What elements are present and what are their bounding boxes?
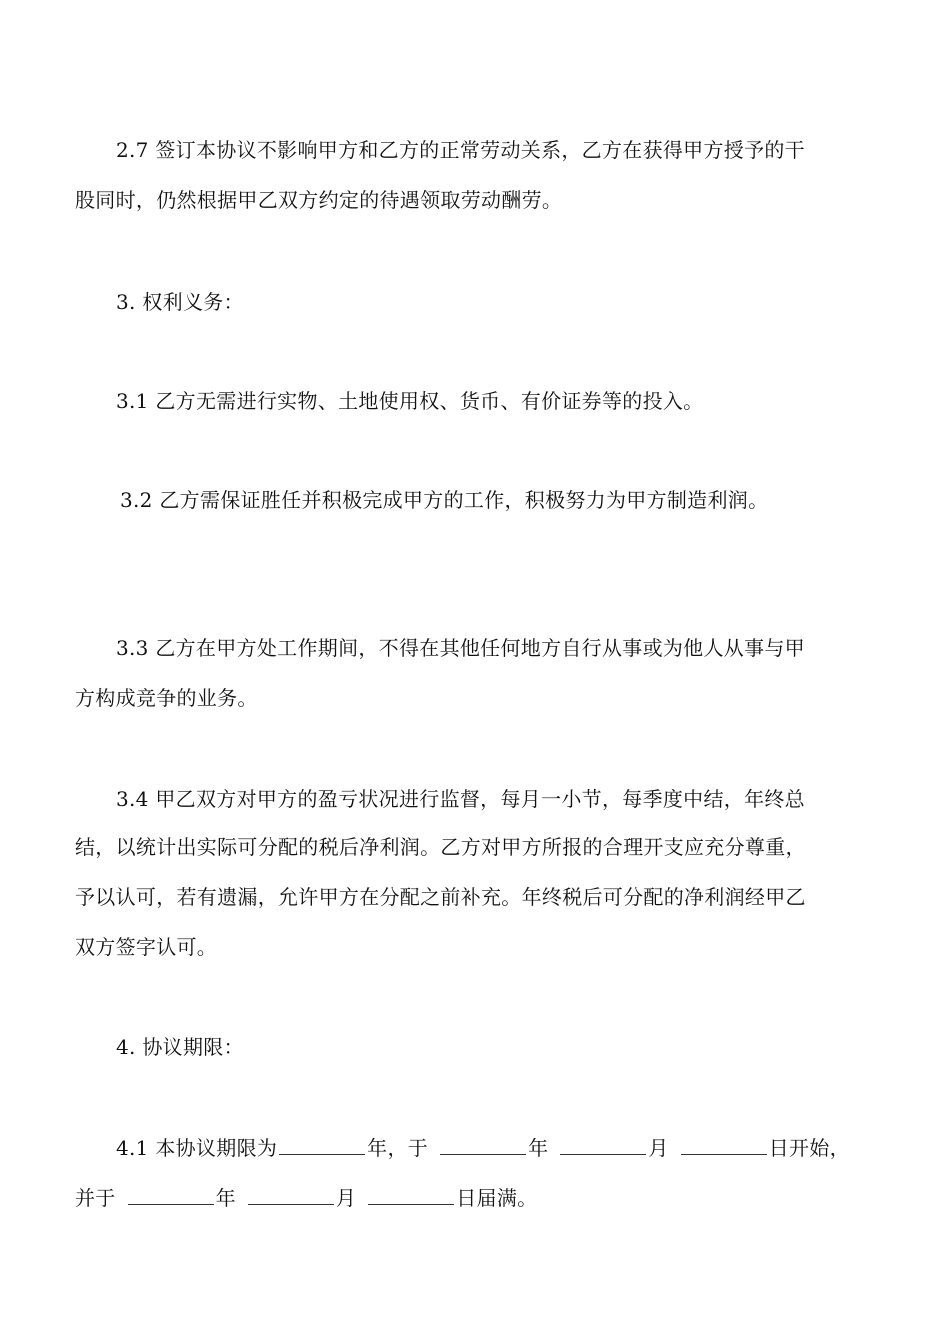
section-4-heading: 4. 协议期限： <box>116 1035 244 1059</box>
clause-3-2: 3.2 乙方需保证胜任并积极完成甲方的工作，积极努力为甲方制造利润。 <box>120 488 769 512</box>
clause-4-1-line2-prefix: 并于 <box>75 1186 116 1210</box>
clause-2-7-line-1: 2.7 签订本协议不影响甲方和乙方的正常劳动关系，乙方在获得甲方授予的干 <box>116 138 805 162</box>
start-month-blank[interactable] <box>560 1136 646 1155</box>
clause-4-1-prefix: 4.1 本协议期限为 <box>116 1136 278 1160</box>
clause-3-4-line-2: 结，以统计出实际可分配的税后净利润。乙方对甲方所报的合理开支应充分尊重， <box>75 835 806 859</box>
clause-3-3-line-1: 3.3 乙方在甲方处工作期间，不得在其他任何地方自行从事或为他人从事与甲 <box>116 636 805 660</box>
start-year-blank[interactable] <box>440 1136 526 1155</box>
end-month-blank[interactable] <box>248 1186 334 1205</box>
end-day-blank[interactable] <box>368 1186 454 1205</box>
start-day-blank[interactable] <box>681 1136 767 1155</box>
term-years-blank[interactable] <box>279 1136 365 1155</box>
clause-3-3-line-2: 方构成竞争的业务。 <box>75 686 258 710</box>
end-year-blank[interactable] <box>128 1186 214 1205</box>
year-label-2: 年 <box>528 1136 549 1160</box>
clause-3-4-line-4: 双方签字认可。 <box>75 935 218 959</box>
clause-3-1: 3.1 乙方无需进行实物、土地使用权、货币、有价证券等的投入。 <box>116 389 704 413</box>
section-3-heading: 3. 权利义务： <box>116 290 244 314</box>
year-label-1: 年，于 <box>367 1136 429 1160</box>
clause-3-4-line-3: 予以认可，若有遗漏，允许甲方在分配之前补充。年终税后可分配的净利润经甲乙 <box>75 885 806 909</box>
month-label-2: 月 <box>335 1186 357 1210</box>
clause-4-1-line-1 <box>116 1134 850 1162</box>
clause-3-4-line-1: 3.4 甲乙双方对甲方的盈亏状况进行监督，每月一小节，每季度中结，年终总 <box>116 787 805 811</box>
day-label-2: 日届满。 <box>456 1186 538 1210</box>
month-label-1: 月 <box>648 1136 669 1160</box>
clause-4-1-line-2 <box>75 1184 537 1212</box>
year-label-3: 年 <box>215 1186 236 1210</box>
clause-2-7-line-2: 股同时，仍然根据甲乙双方约定的待遇领取劳动酬劳。 <box>75 188 563 212</box>
day-label-1: 日开始， <box>768 1136 850 1160</box>
